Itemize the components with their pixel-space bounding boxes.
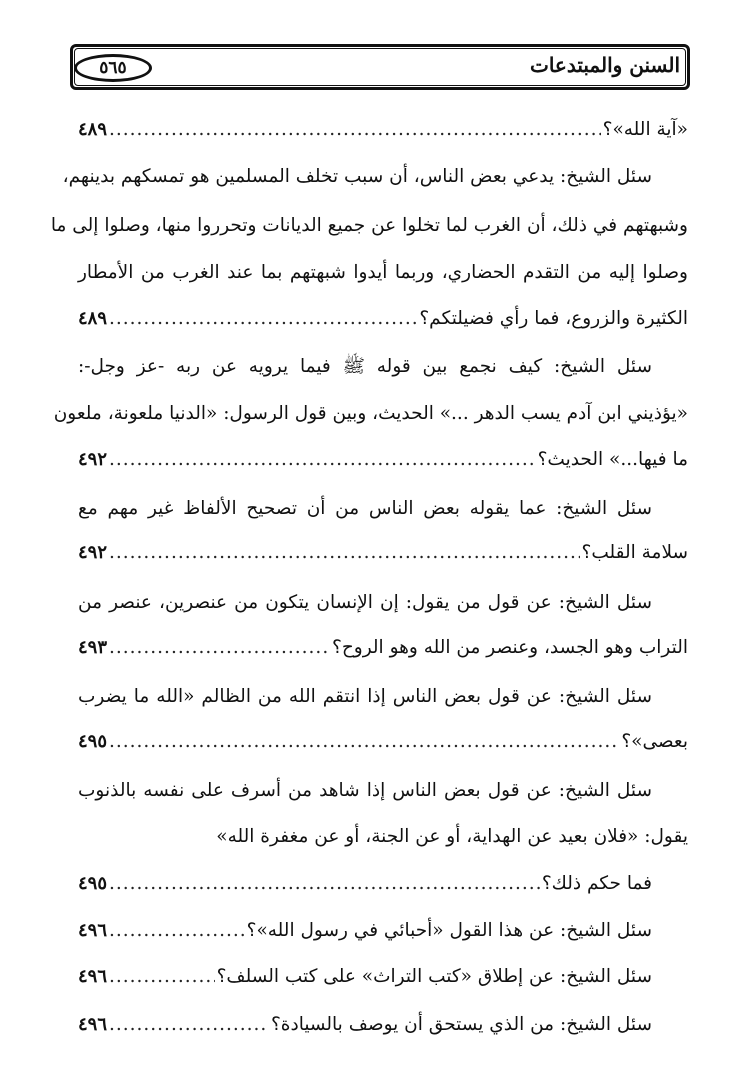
page-number: ٥٦٥ [99,58,127,78]
leader-dots [109,531,579,575]
question-line: سئل الشيخ: كيف نجمع بين قوله ﷺ فيما يرويه عن ربه -عز وجل-: [78,356,652,377]
page-number-badge [74,54,152,82]
leader-dots [109,909,245,953]
toc-entry [78,438,688,482]
entry-page-number: ٤٩٥ [78,873,108,894]
question-line: وشبهتهم في ذلك، أن الغرب لما تخلوا عن جميع الديانات وتحرروا منها، وصلوا إلى ما [50,215,688,236]
toc-entry [78,531,688,575]
question-line: سئل الشيخ: يدعي بعض الناس، أن سبب تخلف المسلمين هو تمسكهم بدينهم، [62,166,652,187]
entry-page-number: ٤٩٦ [78,1014,108,1035]
entry-page-number: ٤٨٩ [78,308,108,329]
entry-page-number: ٤٨٩ [78,119,108,140]
toc-entry [78,909,688,953]
leader-dots [109,1003,269,1047]
leader-dots [109,955,215,999]
question-line: وصلوا إليه من التقدم الحضاري، وربما أيدوا شبهتهم بما عند الغرب من الأمطار [78,262,688,283]
entry-page-number: ٤٩٣ [78,637,108,658]
entry-text: التراب وهو الجسد، وعنصر من الله وهو الروح؟ [332,637,688,658]
entry-page-number: ٤٩٢ [78,542,108,563]
leader-dots [109,108,601,152]
entry-text: سئل الشيخ: عن إطلاق «كتب التراث» على كتب السلف؟ [216,966,652,987]
question-line: سئل الشيخ: عن قول من يقول: إن الإنسان يتكون من عنصرين، عنصر من [78,592,652,613]
entry-text: بعصى»؟ [621,731,688,752]
question-line: سئل الشيخ: عن قول بعض الناس إذا انتقم الله من الظالم «الله ما يضرب [78,686,652,707]
entry-text: سئل الشيخ: عن هذا القول «أحبائي في رسول الله»؟ [246,920,652,941]
entry-text: ما فيها...» الحديث؟ [537,449,688,470]
question-line: يقول: «فلان بعيد عن الهداية، أو عن الجنة، أو عن مغفرة الله» [216,826,688,847]
question-line: سئل الشيخ: عن قول بعض الناس إذا شاهد من أسرف على نفسه بالذنوب [78,780,652,801]
entry-text: «آية الله»؟ [602,119,688,140]
toc-entry [78,626,688,670]
toc-entry [78,108,688,152]
entry-text: الكثيرة والزروع، فما رأي فضيلتكم؟ [419,308,688,329]
question-line: «يؤذيني ابن آدم يسب الدهر ...» الحديث، وبين قول الرسول: «الدنيا ملعونة، ملعون [53,403,688,424]
leader-dots [109,438,536,482]
toc-entry [78,720,688,764]
leader-dots [109,720,619,764]
question-line: سئل الشيخ: عما يقوله بعض الناس من أن تصحيح الألفاظ غير مهم مع [78,498,652,519]
leader-dots [109,297,417,341]
toc-entry [78,297,688,341]
entry-page-number: ٤٩٥ [78,731,108,752]
leader-dots [109,862,540,906]
toc-entry [78,862,688,906]
toc-entry [78,955,688,999]
entry-text: سئل الشيخ: من الذي يستحق أن يوصف بالسيادة؟ [270,1014,652,1035]
entry-page-number: ٤٩٢ [78,449,108,470]
entry-page-number: ٤٩٦ [78,920,108,941]
leader-dots [109,626,330,670]
toc-entry [78,1003,688,1047]
entry-text: سلامة القلب؟ [581,542,688,563]
entry-text: فما حكم ذلك؟ [541,873,652,894]
book-title: السنن والمبتدعات [529,53,680,77]
entry-page-number: ٤٩٦ [78,966,108,987]
